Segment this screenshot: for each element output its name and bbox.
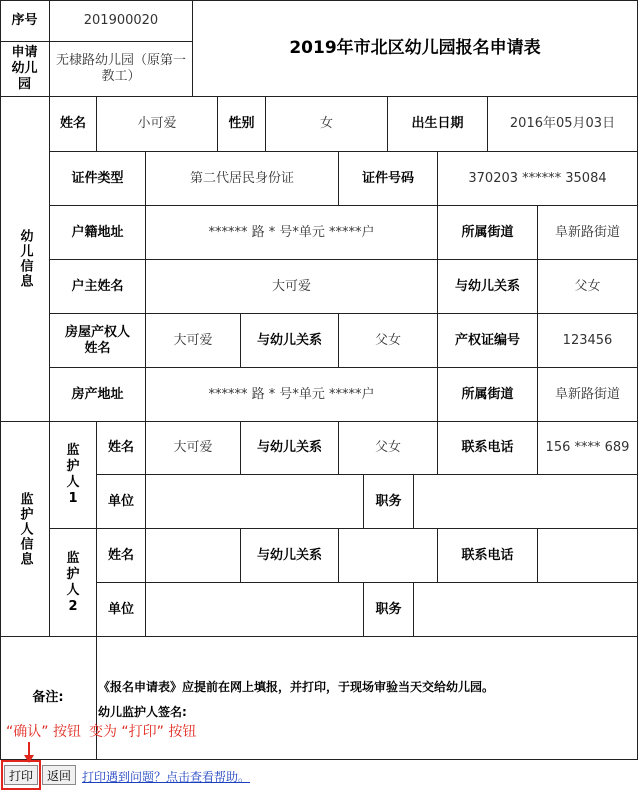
property-owner-value: 大可爱	[146, 314, 241, 368]
back-button[interactable]: 返回	[42, 765, 76, 785]
cert-no-value: 123456	[538, 314, 638, 368]
form-title: 2019年市北区幼儿园报名申请表	[193, 0, 638, 97]
hukou-address-value: ****** 路 * 号*单元 *****户	[146, 206, 438, 260]
householder-relation-label: 与幼儿关系	[438, 260, 538, 314]
guardian1-phone-value: 156 **** 689	[538, 422, 638, 475]
annotation-text	[6, 721, 196, 741]
child-birth-value: 2016年05月03日	[488, 97, 638, 152]
owner-relation-value: 父女	[339, 314, 438, 368]
guardian1-label: 监护人1	[50, 422, 97, 529]
child-gender-value: 女	[266, 97, 388, 152]
guardian2-unit-value	[146, 583, 364, 637]
guardian2-label: 监护人2	[50, 529, 97, 637]
hukou-address-label: 户籍地址	[50, 206, 146, 260]
guardian2-name-value	[146, 529, 241, 583]
guardian1-relation-label: 与幼儿关系	[241, 422, 339, 475]
guardian1-job-label: 职务	[364, 475, 414, 529]
guardian1-job-value	[414, 475, 638, 529]
apply-kg-label: 申请幼儿园	[0, 42, 50, 97]
child-birth-label: 出生日期	[388, 97, 488, 152]
householder-value: 大可爱	[146, 260, 438, 314]
apply-kg-value: 无棣路幼儿园（原第一教工）	[50, 42, 193, 97]
guardian-section-label: 监护人信息	[0, 422, 50, 637]
guardian1-name-label: 姓名	[97, 422, 146, 475]
serial-value: 201900020	[50, 0, 193, 42]
guardian2-job-value	[414, 583, 638, 637]
print-help-link[interactable]: 打印遇到问题？点击查看帮助。	[82, 770, 251, 784]
guardian2-phone-label: 联系电话	[438, 529, 538, 583]
guardian1-relation-value: 父女	[339, 422, 438, 475]
hukou-street-value: 阜新路街道	[538, 206, 638, 260]
guardian2-phone-value	[538, 529, 638, 583]
guardian2-relation-label: 与幼儿关系	[241, 529, 339, 583]
remarks-label: 备注:	[0, 637, 97, 760]
annotation-part1: “确认” 按钮	[6, 724, 81, 740]
id-type-value: 第二代居民身份证	[146, 152, 339, 206]
property-address-label: 房产地址	[50, 368, 146, 422]
property-street-value: 阜新路街道	[538, 368, 638, 422]
property-owner-label: 房屋产权人姓名	[50, 314, 146, 368]
guardian2-job-label: 职务	[364, 583, 414, 637]
remarks-cell	[97, 637, 638, 760]
guardian2-relation-value	[339, 529, 438, 583]
child-section-label: 幼儿信息	[0, 97, 50, 422]
property-address-value: ****** 路 * 号*单元 *****户	[146, 368, 438, 422]
id-type-label: 证件类型	[50, 152, 146, 206]
remarks-text: 《报名申请表》应提前在网上填报，并打印，于现场审验当天交给幼儿园。	[98, 680, 495, 694]
child-name-value: 小可爱	[97, 97, 218, 152]
guardian2-unit-label: 单位	[97, 583, 146, 637]
id-no-value: 370203 ****** 35084	[438, 152, 638, 206]
property-street-label: 所属街道	[438, 368, 538, 422]
child-name-label: 姓名	[50, 97, 97, 152]
householder-label: 户主姓名	[50, 260, 146, 314]
householder-relation-value: 父女	[538, 260, 638, 314]
id-no-label: 证件号码	[339, 152, 438, 206]
annotation-part2: 变为 “打印” 按钮	[88, 724, 197, 740]
owner-relation-label: 与幼儿关系	[241, 314, 339, 368]
signature-label: 幼儿监护人签名:	[98, 705, 187, 719]
guardian1-name-value: 大可爱	[146, 422, 241, 475]
print-button[interactable]: 打印	[4, 765, 38, 785]
guardian1-phone-label: 联系电话	[438, 422, 538, 475]
guardian1-unit-label: 单位	[97, 475, 146, 529]
serial-label: 序号	[0, 0, 50, 42]
cert-no-label: 产权证编号	[438, 314, 538, 368]
guardian2-name-label: 姓名	[97, 529, 146, 583]
hukou-street-label: 所属街道	[438, 206, 538, 260]
child-gender-label: 性别	[218, 97, 266, 152]
guardian1-unit-value	[146, 475, 364, 529]
